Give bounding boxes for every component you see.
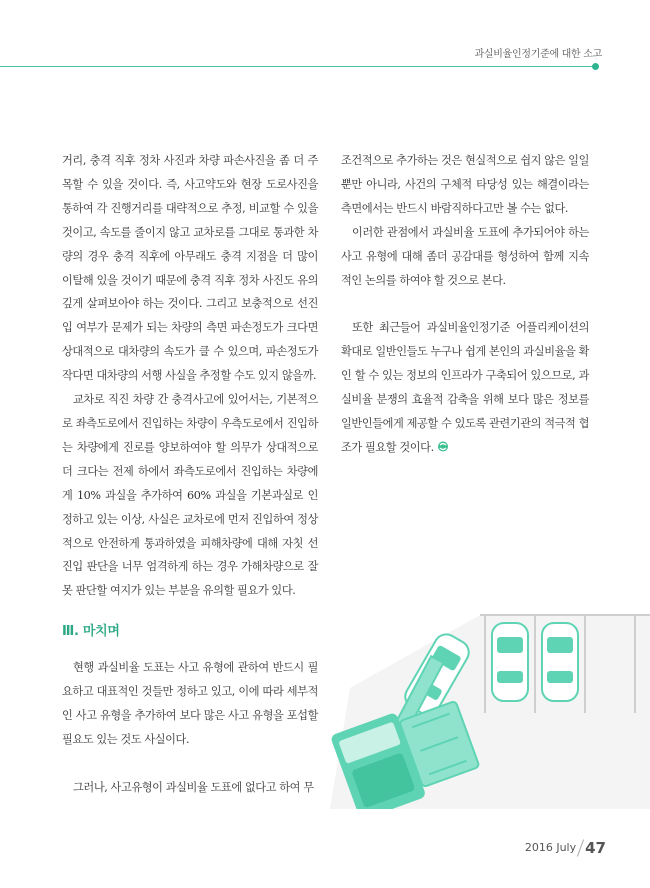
paragraph: 거리, 충격 직후 정차 사진과 차량 파손사진을 좀 더 주목할 수 있을 것이다. 즉, 사고약도와 현장 도로사진을 통하여 각 진행거리를 대략적으로 추정, 비교할 수 있을 것이고, 속도를 줄이지 않고 교차로를 그대로 통과한 차량의 경우 충격 직후에 아무래도 충격 지점을 더 많이 이탈해 있을 것이기 때문에 충격 직후 정차 사진도 유의깊게 살펴보아야 하는 것이다. 그리고 보충적으로 선진입 여부가 문제가 되는 차량의 측면 파손정도가 크다면 상대적으로 대차량의 속도가 클 수 있으며, 파손정도가 작다면 대차량의 서행 사실을 추정할 수도 있지 않을까. [62,154,318,383]
parked-car-2 [542,623,578,701]
page-footer [525,838,606,857]
paragraph-text: 또한 최근들어 과실비율인정기준 어플리케이션의 확대로 일반인들도 누구나 쉽게 본인의 과실비율을 확인 할 수 있는 정보의 인프라가 구축되어 있으므로, 과실비율 분쟁의 효율적 감축을 위해 보다 많은 정보를 일반인들에게 제공할 수 있도록 관련기관의 적극적 협조가 필요할 것이다. [341,321,589,454]
header-dot [592,63,599,70]
left-column [62,149,318,603]
header-rule [0,66,594,67]
parked-car-1 [492,623,528,701]
tow-truck-parking-illustration [330,603,650,809]
running-title: 과실비율인정기준에 대한 소고 [474,49,602,60]
paragraph [341,316,589,459]
section-heading: Ⅲ. 마치며 [62,624,120,639]
footer-divider [577,839,584,856]
paragraph: 현행 과실비율 도표는 사고 유형에 관하여 반드시 필요하고 대표적인 것들만 정하고 있고, 이에 따라 세부적인 사고 유형을 추가하여 보다 많은 사고 유형을 포섭할 필요도 있는 것도 사실이다. [62,661,318,746]
page-number: 47 [585,839,606,857]
paragraph: 이러한 관점에서 과실비율 도표에 추가되어야 하는 사고 유형에 대해 좀더 공감대를 형성하여 함께 지속적인 논의를 하여야 할 것으로 본다. [341,225,589,287]
paragraph: 조건적으로 추가하는 것은 현실적으로 쉽지 않은 일일 뿐만 아니라, 사건의 구체적 타당성 있는 해결이라는 측면에서는 반드시 바람직하다고만 볼 수는 없다. [341,154,589,215]
issue-date: 2016 July [524,841,577,854]
right-column [341,149,589,460]
left-column-continued [62,656,318,800]
paragraph: 교차로 직진 차량 간 충격사고에 있어서는, 기본적으로 좌측도로에서 진입하는 차량이 우측도로에서 진입하는 차량에게 진로를 양보하여야 할 의무가 상대적으로 더 크다는 전제 하에서 좌측도로에서 진입하는 차량에게 10% 과실을 추가하여 60% 과실을 기본과실로 인정하고 있는 이상, 사실은 교차로에 먼저 진입하여 정상적으로 안전하게 통과하였을 피해차량에 대해 자칫 선진입 판단을 너무 엄격하게 하는 경우 가해차량으로 잘못 판단할 여지가 있는 부분을 유의할 필요가 있다. [62,393,318,598]
paragraph: 그러나, 사고유형이 과실비율 도표에 없다고 하여 무 [73,780,314,794]
end-mark-icon [437,441,449,452]
